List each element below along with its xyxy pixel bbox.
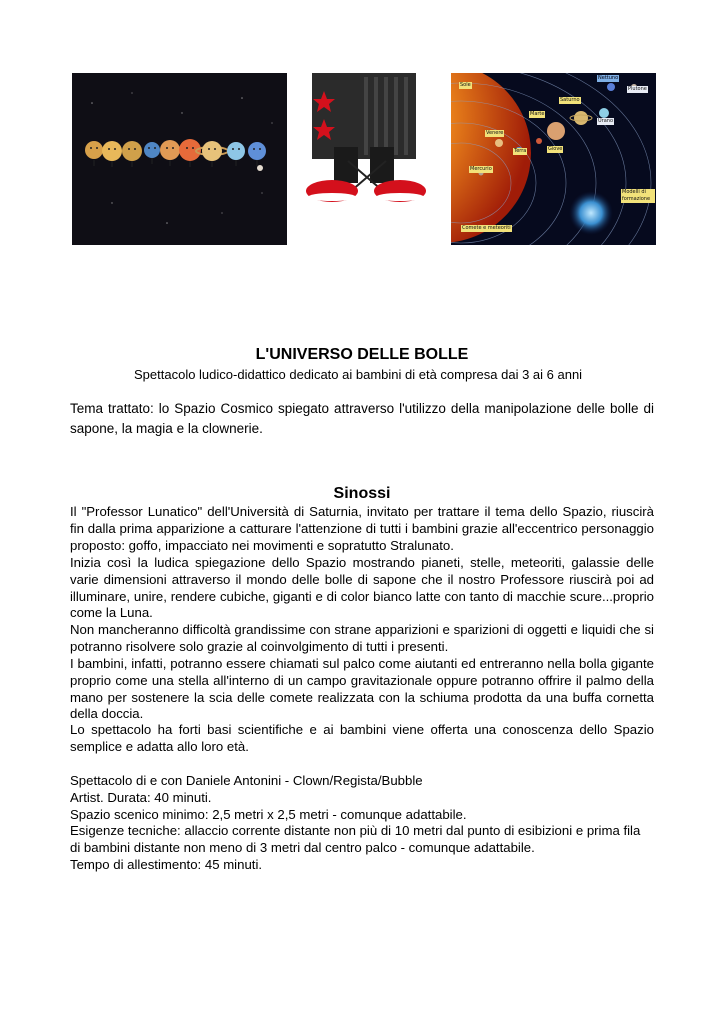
planets-image [72, 73, 287, 245]
details-setup: Tempo di allestimento: 45 minuti. [70, 857, 263, 872]
label-urano: Urano [598, 118, 614, 124]
label-modelli: Modelli di formazione [621, 189, 655, 203]
label-giove: Giove [548, 146, 563, 152]
label-venere: Venere [486, 130, 504, 136]
solar-system-illustration [451, 73, 656, 245]
label-terra: Terra [514, 148, 527, 154]
details-tech: Esigenze tecniche: allaccio corrente distante non più di 10 metri dal punto di esibizioni e prima fila di bambini distante non meno di 3 metri dal centro palco - comunque adattabile. [70, 823, 641, 855]
synopsis-paragraph: Non mancheranno difficoltà grandissime con strane apparizioni e sparizioni di oggetti e liquidi che si potranno risolvere solo grazie al coinvolgimento di tutti i presenti. [70, 622, 654, 654]
clown-illustration [294, 73, 440, 245]
label-plutone: Plutone [628, 86, 647, 92]
synopsis-paragraph: I bambini, infatti, potranno essere chiamati sul palco come aiutanti ed entreranno nella bolla gigante proprio come una stella all'interno di un campo gravitazionale oppure potranno offrire il palmo della mano per sostenere la scia delle comete realizzata con la schiuma prodotta da una buffa cornetta della doccia. [70, 656, 654, 722]
label-marte: Marte [530, 111, 545, 117]
clown-logo-image [294, 73, 440, 245]
label-mercurio: Mercurio [470, 166, 492, 172]
synopsis-paragraph: Il "Professor Lunatico" dell'Università di Saturnia, invitato per trattare il tema dello Spazio, riuscirà fin dalla prima apparizione a catturare l'attenzione di tutti i bambini grazie all'eccentrico personaggio proposto: goffo, impacciato nei movimenti e sopratutto Stralunato. [70, 504, 654, 553]
details-space: Spazio scenico minimo: 2,5 metri x 2,5 metri - comunque adattabile. [70, 807, 467, 822]
label-sole: Sole [460, 82, 471, 88]
synopsis-heading: Sinossi [333, 485, 391, 502]
label-saturno: Saturno [560, 97, 580, 103]
synopsis-paragraph: Inizia così la ludica spiegazione dello Spazio mostrando pianeti, stelle, meteoriti, galassie delle varie dimensioni attraverso il mondo delle bolle di sapone che il nostro Professore riuscirà poi ad illuminare, unire, rendere cubiche, giganti e di color bianco latte con tanto di macchie scure...proprio come la Luna. [70, 555, 654, 621]
synopsis-paragraph: Lo spettacolo ha forti basi scientifiche e ai bambini viene offerta una conoscenza dello Spazio semplice e adatta allo loro età. [70, 722, 654, 754]
document-title: L'UNIVERSO DELLE BOLLE [255, 346, 469, 363]
planets-illustration [72, 73, 287, 245]
label-nettuno: Nettuno [598, 75, 619, 81]
details-duration: Artist. Durata: 40 minuti. [70, 790, 212, 805]
details-credits: Spettacolo di e con Daniele Antonini - Clown/Regista/Bubble [70, 773, 423, 788]
document-subtitle: Spettacolo ludico-didattico dedicato ai bambini di età compresa dai 3 ai 6 anni [134, 367, 583, 382]
label-comete: Comete e meteoriti [462, 225, 511, 231]
theme-paragraph: Tema trattato: lo Spazio Cosmico spiegato attraverso l'utilizzo della manipolazione delle bolle di sapone, la magia e la clownerie. [70, 401, 654, 436]
solar-system-image [451, 73, 656, 245]
